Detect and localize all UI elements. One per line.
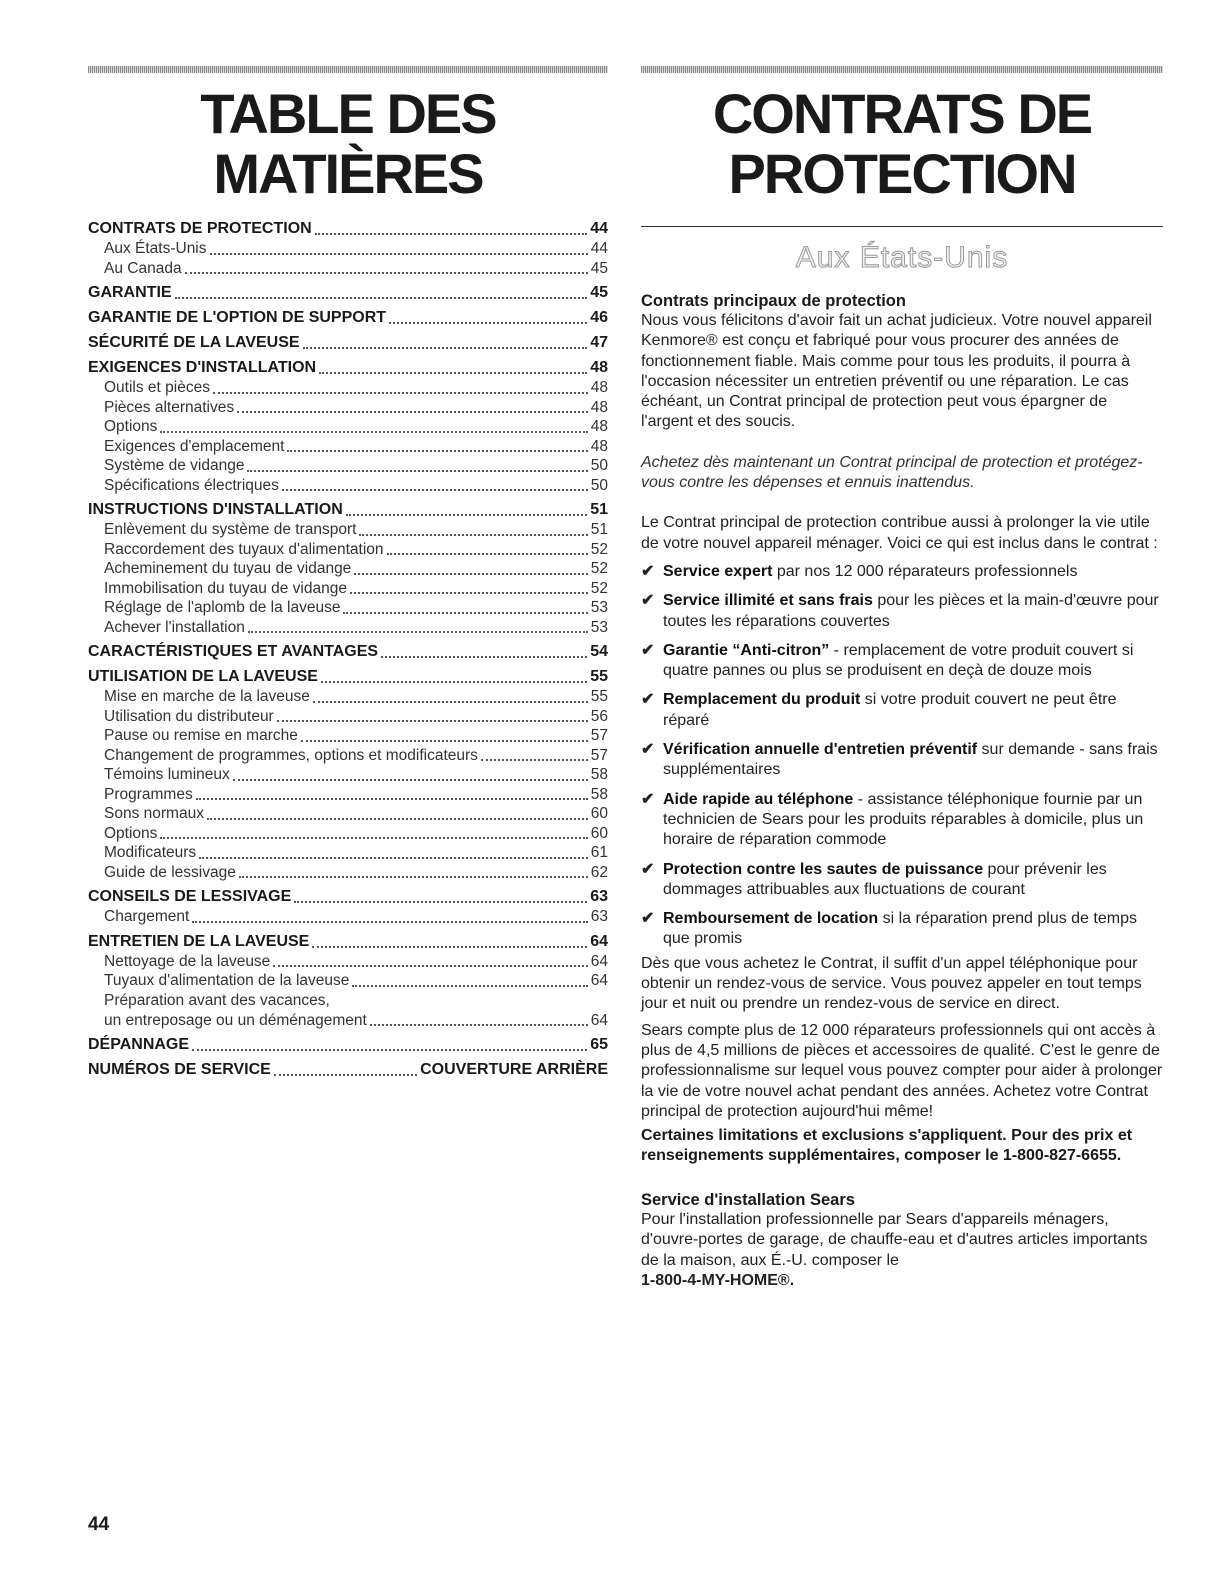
- toc-leader-dots: [210, 252, 588, 255]
- toc-entry-label: Guide de lessivage: [104, 863, 236, 881]
- install-heading: Service d'installation Sears: [641, 1191, 855, 1210]
- toc-leader-dots: [273, 964, 587, 967]
- feature-description: si la réparation prend plus de temps que promis: [663, 910, 1137, 948]
- toc-entry-page: 55: [590, 688, 608, 705]
- toc-entry-label: Système de vidange: [104, 457, 245, 474]
- protection-contracts: [641, 78, 1163, 1291]
- title-divider: [641, 226, 1163, 227]
- toc-entry-page: 65: [590, 1036, 608, 1053]
- toc-entry-page: 50: [590, 457, 608, 474]
- toc-leader-dots: [370, 1023, 588, 1026]
- toc-entry-label: Raccordement des tuyaux d'alimentation: [104, 540, 384, 558]
- feature-title: Service expert: [663, 562, 773, 580]
- toc-leader-dots: [199, 856, 588, 859]
- feature-title: Protection contre les sautes de puissance: [663, 860, 984, 878]
- toc-section-entry: [88, 1034, 608, 1055]
- check-mark-icon: ✔: [641, 860, 655, 878]
- feature-title: Service illimité et sans frais: [663, 592, 873, 610]
- toc-entry-label: GARANTIE: [88, 284, 172, 301]
- page-number: 44: [88, 1514, 110, 1535]
- toc-leader-dots: [207, 817, 588, 820]
- feature-list: [641, 562, 1163, 950]
- toc-entry-page: 62: [590, 863, 608, 881]
- toc-section-entry: [88, 1059, 608, 1080]
- toc-entry-page: 53: [590, 599, 608, 616]
- feature-item: [641, 909, 1163, 950]
- toc-entry-page: 48: [590, 379, 608, 396]
- toc-entry-page: 48: [590, 437, 608, 455]
- toc-subentry: [88, 824, 608, 844]
- toc-entry-page: 47: [590, 334, 608, 351]
- toc-leader-dots: [389, 321, 587, 324]
- toc-entry-label: Au Canada: [104, 259, 182, 277]
- toc-leader-dots: [175, 296, 588, 299]
- feature-description: - assistance téléphonique fournie par un technicien de Sears pour les produits réparables à domicile, plus un horaire de réparation commode: [663, 790, 1144, 849]
- toc-entry-label: GARANTIE DE L'OPTION DE SUPPORT: [88, 309, 387, 326]
- toc-entry-label: Tuyaux d'alimentation de la laveuse: [104, 972, 350, 989]
- feature-description: par nos 12 000 réparateurs professionnels: [772, 562, 1078, 580]
- toc-entry-label: Options: [104, 824, 158, 842]
- toc-leader-dots: [185, 271, 588, 274]
- toc-entry-page: 48: [590, 398, 608, 416]
- toc-entry-label: Pause ou remise en marche: [104, 727, 298, 744]
- toc-leader-dots: [352, 984, 587, 987]
- toc-leader-dots: [321, 680, 587, 683]
- toc-entry-page: 64: [590, 972, 608, 989]
- feature-item: [641, 790, 1163, 851]
- toc-title: TABLE DES MATIÈRES: [200, 82, 496, 205]
- toc-section-entry: [88, 641, 608, 662]
- toc-subentry: [88, 863, 608, 883]
- toc-leader-dots: [350, 591, 588, 594]
- toc-leader-dots: [312, 945, 587, 948]
- toc-subentry: [88, 765, 608, 785]
- toc-leader-dots: [315, 232, 588, 235]
- toc-subentry: [88, 417, 608, 437]
- toc-subentry: [88, 559, 608, 579]
- check-mark-icon: ✔: [641, 790, 655, 808]
- toc-entry-page: 58: [590, 785, 608, 803]
- toc-leader-dots: [239, 875, 588, 878]
- toc-leader-dots: [287, 449, 587, 452]
- install-text-body: Pour l'installation professionnelle par Sears d'appareils ménagers, d'ouvre-portes de garage, de chauffe-eau et d'autres articles importants de la maison, aux É.-U. composer le: [641, 1211, 1148, 1269]
- check-mark-icon: ✔: [641, 910, 655, 928]
- toc-entry-label: Immobilisation du tuyau de vidange: [104, 579, 347, 597]
- feature-item: [641, 690, 1163, 731]
- toc-subentry: [88, 259, 608, 279]
- toc-entry-label: NUMÉROS DE SERVICE: [88, 1061, 271, 1078]
- toc-leader-dots: [381, 655, 587, 658]
- toc-entry-label: un entreposage ou un déménagement: [104, 1011, 367, 1029]
- toc-subentry: [88, 520, 608, 540]
- contracts-title-line1: CONTRATS DE: [712, 82, 1092, 145]
- toc-entry-page: 52: [590, 579, 608, 597]
- toc-entry-label: Utilisation du distributeur: [104, 707, 274, 725]
- toc-subentry: [88, 378, 608, 398]
- toc-leader-dots: [248, 630, 588, 633]
- toc-entry-label: Mise en marche de la laveuse: [104, 688, 310, 705]
- feature-description: pour les pièces et la main-d'œuvre pour toutes les réparations couvertes: [663, 592, 1159, 630]
- check-mark-icon: ✔: [641, 741, 655, 759]
- toc-entry-page: 52: [590, 560, 608, 577]
- toc-leader-dots: [301, 739, 588, 742]
- toc-section-entry: [88, 218, 608, 239]
- check-mark-icon: ✔: [641, 691, 655, 709]
- toc-entry-page: 44: [590, 240, 608, 257]
- toc-entry-page: 60: [590, 805, 608, 822]
- toc-leader-dots: [196, 797, 588, 800]
- toc-entry-page: 56: [590, 707, 608, 725]
- toc-subentry: [88, 540, 608, 560]
- toc-leader-dots: [282, 488, 588, 491]
- toc-leader-dots: [233, 778, 588, 781]
- feature-title: Remboursement de location: [663, 910, 879, 928]
- toc-subentry: [88, 785, 608, 805]
- limitations-note: Certaines limitations et exclusions s'appliquent. Pour des prix et renseignements supplémentaires, composer le 1-800-827-6655.: [641, 1127, 1133, 1165]
- toc-section-entry: [88, 886, 608, 907]
- feature-item: [641, 641, 1163, 682]
- toc-entry-label: Options: [104, 418, 158, 435]
- feature-title: Aide rapide au téléphone: [663, 790, 854, 808]
- toc-entry-page: 45: [590, 284, 608, 301]
- toc-subentry: [88, 579, 608, 599]
- toc-entry-label: CONTRATS DE PROTECTION: [88, 220, 312, 237]
- us-subheading: Aux États-Unis: [795, 241, 1009, 274]
- toc-entry-label: Exigences d'emplacement: [104, 437, 285, 455]
- toc-entry-label: Chargement: [104, 908, 190, 925]
- feature-description: sur demande - sans frais supplémentaires: [663, 741, 1158, 779]
- toc-entry-page: 48: [590, 418, 608, 435]
- toc-leader-dots: [359, 533, 587, 536]
- toc-leader-dots: [303, 346, 588, 349]
- feature-title: Remplacement du produit: [663, 691, 861, 709]
- toc-entry-label: Enlèvement du système de transport: [104, 521, 357, 538]
- main-heading: Contrats principaux de protection: [641, 292, 906, 310]
- toc-leader-dots: [354, 572, 587, 575]
- toc-entry-page: 57: [590, 746, 608, 764]
- toc-entry-page: 46: [590, 309, 608, 326]
- right-header-bar: [641, 66, 1163, 73]
- toc-entry-page: 64: [590, 1011, 608, 1029]
- toc-entry-label: Sons normaux: [104, 805, 204, 822]
- toc-entry-label: Témoins lumineux: [104, 766, 230, 783]
- toc-leader-dots: [294, 900, 587, 903]
- toc-leader-dots: [213, 391, 588, 394]
- toc-section-entry: [88, 307, 608, 328]
- toc-entry-label: INSTRUCTIONS D'INSTALLATION: [88, 501, 343, 518]
- toc-subentry: [88, 726, 608, 746]
- toc-entry-page: 45: [590, 259, 608, 277]
- toc-entry-label: CONSEILS DE LESSIVAGE: [88, 888, 292, 905]
- toc-subentry: [88, 843, 608, 863]
- toc-leader-dots: [247, 469, 587, 472]
- toc-subentry: [88, 804, 608, 824]
- toc-subentry: [88, 239, 608, 259]
- toc-section-entry: [88, 357, 608, 378]
- toc-section-entry: [88, 931, 608, 952]
- toc-entry-page: 55: [590, 668, 608, 685]
- table-of-contents: [88, 78, 608, 1080]
- toc-entry-page: COUVERTURE ARRIÈRE: [420, 1061, 608, 1078]
- toc-subentry: [88, 746, 608, 766]
- toc-entry-label: Pièces alternatives: [104, 398, 235, 416]
- toc-leader-dots: [319, 371, 587, 374]
- toc-entry-label: ENTRETIEN DE LA LAVEUSE: [88, 932, 310, 950]
- toc-entry-page: 61: [590, 844, 608, 861]
- toc-entry-page: 44: [590, 220, 608, 237]
- toc-leader-dots: [481, 758, 588, 761]
- toc-subentry: [88, 437, 608, 457]
- toc-subentry: [88, 1011, 608, 1031]
- toc-entry-page: 51: [590, 521, 608, 538]
- toc-subentry: [88, 907, 608, 927]
- feature-item: [641, 591, 1163, 632]
- toc-entry-page: 51: [590, 501, 608, 518]
- toc-subentry: [88, 618, 608, 638]
- toc-subentry: [88, 598, 608, 618]
- toc-section-entry: [88, 666, 608, 687]
- toc-subentry: [88, 398, 608, 418]
- toc-entry-page: 52: [590, 540, 608, 558]
- toc-entry-page: 53: [590, 618, 608, 636]
- toc-entry-label: Modificateurs: [104, 844, 197, 861]
- toc-leader-dots: [346, 513, 587, 516]
- toc-entry-label: Aux États-Unis: [104, 240, 207, 257]
- toc-leader-dots: [313, 700, 588, 703]
- check-mark-icon: ✔: [641, 592, 655, 610]
- toc-entry-label: EXIGENCES D'INSTALLATION: [88, 359, 317, 376]
- toc-subentry: [88, 456, 608, 476]
- toc-entry-label: Changement de programmes, options et modificateurs: [104, 746, 478, 764]
- toc-entry-label: Nettoyage de la laveuse: [104, 952, 271, 970]
- toc-entry-page: 57: [590, 727, 608, 744]
- toc-subentry: [88, 687, 608, 707]
- toc-entry-page: 48: [590, 359, 608, 376]
- toc-entry-page: 64: [590, 932, 608, 950]
- toc-subentry: [88, 971, 608, 991]
- toc-entry-page: 58: [590, 766, 608, 783]
- toc-entry-page: 54: [590, 643, 608, 660]
- toc-subentry: [88, 707, 608, 727]
- toc-leader-dots: [160, 430, 587, 433]
- contracts-title-line2: PROTECTION: [728, 142, 1076, 205]
- toc-list: [88, 218, 608, 1080]
- italic-callout: Achetez dès maintenant un Contrat principal de protection et protégez-vous contre les dépenses et ennuis inattendus.: [641, 453, 1143, 492]
- toc-entry-page: 50: [590, 476, 608, 494]
- toc-entry-label: CARACTÉRISTIQUES ET AVANTAGES: [88, 643, 379, 660]
- feature-title: Vérification annuelle d'entretien préventif: [663, 741, 978, 759]
- feature-item: [641, 562, 1163, 582]
- toc-entry-page: 64: [590, 952, 608, 970]
- toc-section-entry: [88, 499, 608, 520]
- after-paragraph-1: Dès que vous achetez le Contrat, il suffit d'un appel téléphonique pour obtenir un rendez-vous de service. Vous pouvez appeler en tout temps jour et nuit ou prendre un rendez-vous de service en direct.: [641, 954, 1142, 1013]
- toc-entry-label: Programmes: [104, 785, 193, 803]
- feature-item: [641, 860, 1163, 901]
- feature-description: pour prévenir les dommages attribuables aux fluctuations de courant: [663, 860, 1107, 898]
- after-paragraph-2: Sears compte plus de 12 000 réparateurs professionnels qui ont accès à plus de 4,5 millions de pièces et accessoires de qualité. C'est le genre de professionnalisme sur lequel vous pouvez compter pour aider à prolonger la vie de votre nouvel achat pendant des années. Achetez votre Contrat principal de protection aujourd'hui même!: [641, 1021, 1163, 1120]
- toc-leader-dots: [237, 410, 588, 413]
- toc-entry-label: Réglage de l'aplomb de la laveuse: [104, 599, 341, 616]
- toc-subentry: [88, 952, 608, 972]
- toc-leader-dots: [192, 1048, 587, 1051]
- toc-entry-label: SÉCURITÉ DE LA LAVEUSE: [88, 334, 300, 351]
- intro-paragraph: Nous vous félicitons d'avoir fait un achat judicieux. Votre nouvel appareil Kenmore® est conçu et fabriqué pour vous procurer des années de fonctionnement fiable. Mais comme pour tous les produits, il pourra à l'occasion nécessiter un entretien préventif ou une réparation. Le cas échéant, un Contrat principal de protection peut vous épargner de l'argent et des soucis.: [641, 312, 1152, 431]
- install-phone: 1-800-4-MY-HOME®.: [641, 1271, 795, 1289]
- toc-entry-label: Achever l'installation: [104, 618, 245, 636]
- toc-leader-dots: [160, 836, 587, 839]
- toc-section-entry: [88, 332, 608, 353]
- toc-entry-page: 60: [590, 824, 608, 842]
- toc-entry-label: Préparation avant des vacances,: [104, 991, 330, 1009]
- toc-leader-dots: [274, 1073, 417, 1076]
- feature-description: - remplacement de votre produit couvert si quatre pannes ou plus se produisent en deçà de douze mois: [663, 641, 1134, 680]
- extends-paragraph: Le Contrat principal de protection contribue aussi à prolonger la vie utile de votre nouvel appareil ménager. Voici ce qui est inclus dans le contrat :: [641, 514, 1158, 552]
- toc-leader-dots: [387, 552, 588, 555]
- left-header-bar: [88, 66, 608, 73]
- toc-leader-dots: [192, 920, 587, 923]
- install-text: [641, 1210, 1163, 1291]
- toc-leader-dots: [277, 719, 588, 722]
- check-mark-icon: ✔: [641, 641, 655, 659]
- toc-entry-page: 63: [590, 908, 608, 925]
- toc-subentry: [88, 991, 608, 1011]
- toc-entry-label: UTILISATION DE LA LAVEUSE: [88, 668, 318, 685]
- check-mark-icon: ✔: [641, 562, 655, 580]
- feature-item: [641, 740, 1163, 781]
- toc-entry-page: 63: [590, 888, 608, 905]
- toc-entry-label: Acheminement du tuyau de vidange: [104, 560, 352, 577]
- toc-entry-label: Spécifications électriques: [104, 476, 279, 494]
- toc-subentry: [88, 476, 608, 496]
- toc-leader-dots: [343, 611, 587, 614]
- toc-entry-label: Outils et pièces: [104, 379, 210, 396]
- feature-title: Garantie “Anti-citron”: [663, 641, 830, 659]
- toc-section-entry: [88, 282, 608, 303]
- toc-entry-label: DÉPANNAGE: [88, 1036, 190, 1053]
- feature-description: si votre produit couvert ne peut être réparé: [663, 691, 1117, 729]
